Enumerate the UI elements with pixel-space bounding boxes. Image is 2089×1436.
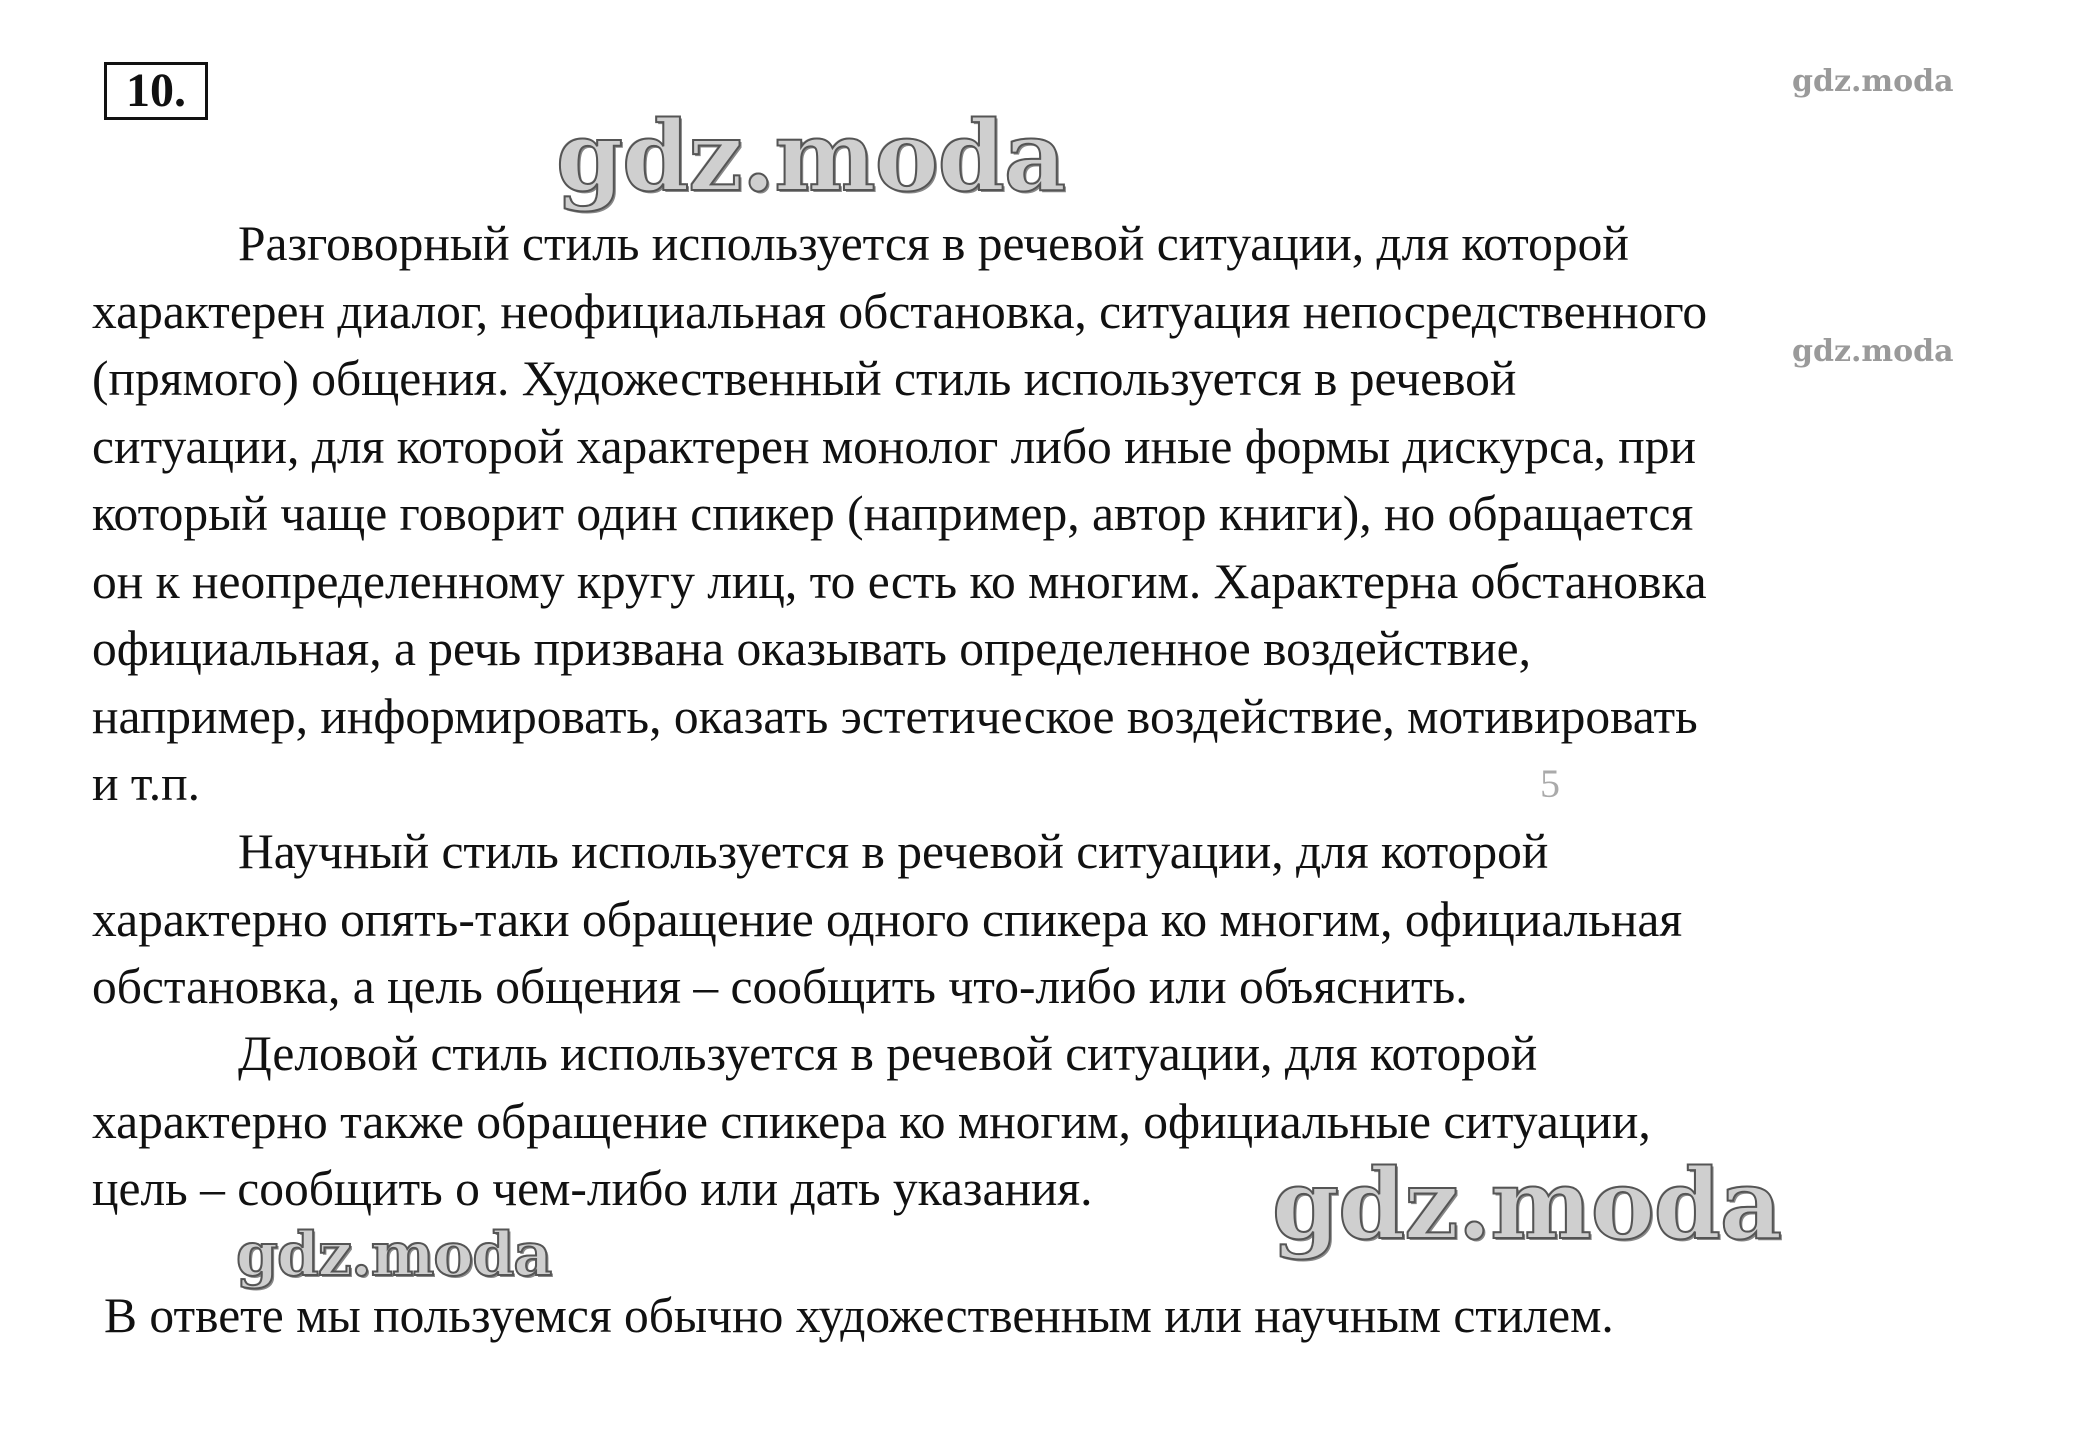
text-line: характерно опять-таки обращение одного спикера ко многим, официальная bbox=[92, 891, 1683, 947]
text-line: (прямого) общения. Художественный стиль используется в речевой bbox=[92, 351, 1517, 406]
paragraph-colloquial-artistic bbox=[92, 210, 2052, 818]
text-line: обстановка, а цель общения – сообщить что-либо или объяснить. bbox=[92, 959, 1468, 1014]
text-line: он к неопределенному кругу лиц, то есть ко многим. Характерна обстановка bbox=[92, 553, 1707, 609]
paragraph-business bbox=[92, 1020, 2052, 1223]
text-line: цель – сообщить о чем-либо или дать указания. bbox=[92, 1161, 1093, 1216]
watermark-bottom-right: gdz.moda bbox=[1272, 1148, 1782, 1261]
text-line: и т.п. bbox=[92, 756, 201, 811]
text-line: В ответе мы пользуемся обычно художественным или научным стилем. bbox=[104, 1288, 1614, 1343]
text-line: Деловой стиль используется в речевой ситуации, для которой bbox=[238, 1026, 1538, 1081]
watermark-top-right: gdz.moda bbox=[1792, 64, 1954, 99]
text-line: ситуации, для которой характерен монолог либо иные формы дискурса, при bbox=[92, 418, 1697, 474]
watermark-right: gdz.moda bbox=[1792, 334, 1954, 369]
watermark-bottom-left: gdz.moda bbox=[236, 1220, 552, 1290]
text-line: характерно также обращение спикера ко многим, официальные ситуации, bbox=[92, 1093, 1651, 1149]
text-line: например, информировать, оказать эстетическое воздействие, мотивировать bbox=[92, 688, 1698, 744]
text-line: Научный стиль используется в речевой ситуации, для которой bbox=[238, 824, 1549, 879]
watermark-top: gdz.moda bbox=[556, 100, 1066, 213]
paragraph-scientific bbox=[92, 818, 2052, 1021]
text-line: характерен диалог, неофициальная обстановка, ситуация непосредственного bbox=[92, 283, 1708, 339]
text-line: официальная, а речь призвана оказывать определенное воздействие, bbox=[92, 621, 1531, 676]
text-line: Разговорный стиль используется в речевой ситуации, для которой bbox=[238, 216, 1629, 271]
conclusion-line bbox=[104, 1282, 2064, 1350]
page-number: 5 bbox=[1540, 761, 1560, 806]
text-line: который чаще говорит один спикер (например, автор книги), но обращается bbox=[92, 486, 1694, 541]
task-number-box: 10. bbox=[104, 62, 208, 120]
